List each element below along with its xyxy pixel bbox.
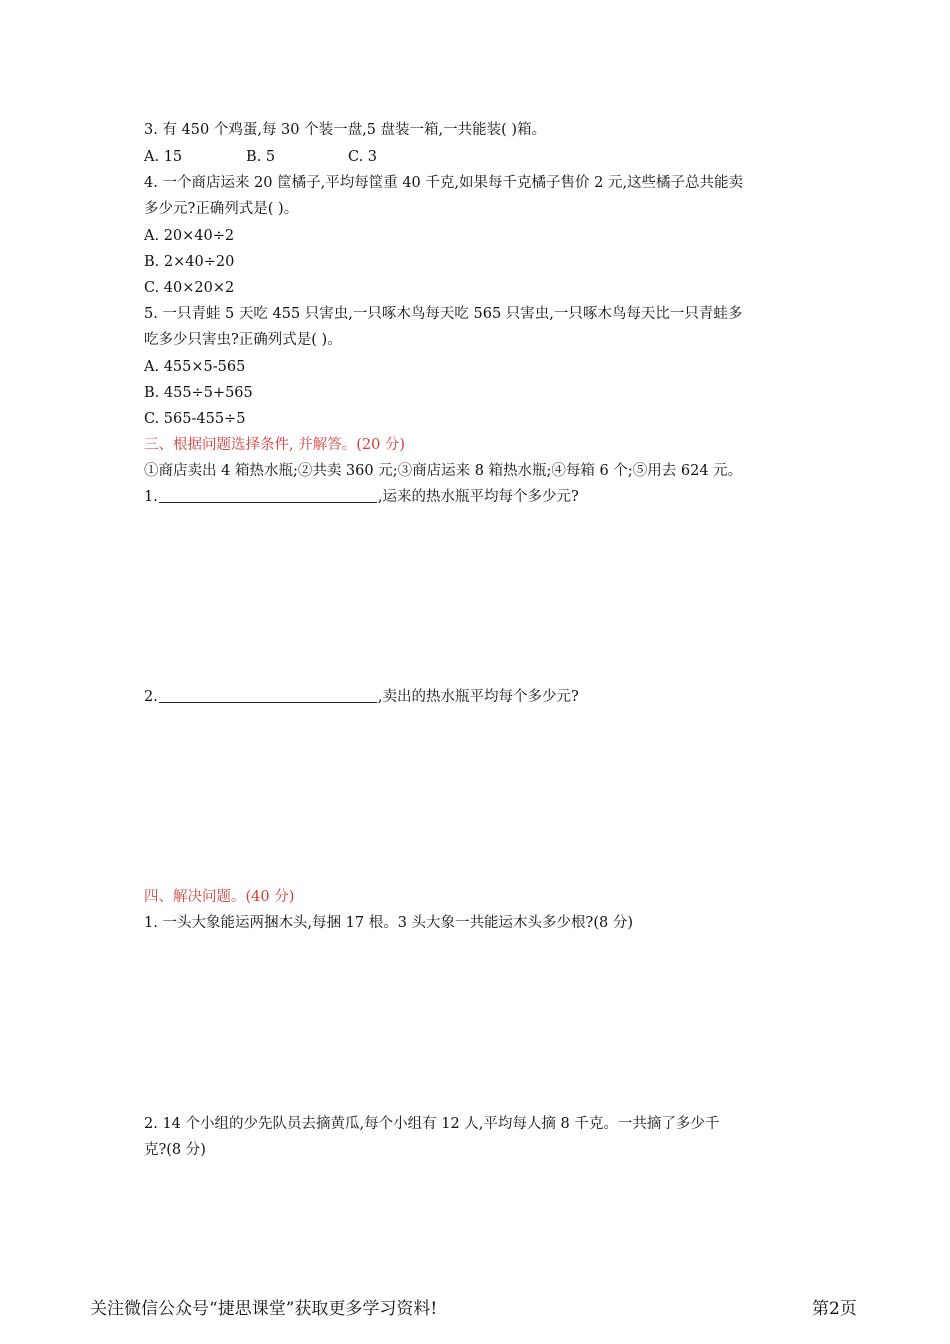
question-text: ,运来的热水瓶平均每个多少元? xyxy=(377,489,579,505)
question-4-option-a: A. 20×40÷2 xyxy=(144,228,235,244)
section-4-question-1: 1. 一头大象能运两捆木头,每捆 17 根。3 头大象一共能运木头多少根?(8 分) xyxy=(144,915,633,931)
question-4-option-b: B. 2×40÷20 xyxy=(144,254,235,270)
section-4-question-2-line2: 克?(8 分) xyxy=(144,1142,206,1158)
question-number: 2. xyxy=(144,689,158,705)
question-4-option-c: C. 40×20×2 xyxy=(144,280,235,296)
section-3-conditions: ①商店卖出 4 箱热水瓶;②共卖 360 元;③商店运来 8 箱热水瓶;④每箱 6 个;⑤用去 624 元。 xyxy=(144,463,743,479)
section-3-question-1 xyxy=(144,488,579,506)
question-text: ,卖出的热水瓶平均每个多少元? xyxy=(377,689,579,705)
answer-blank[interactable] xyxy=(159,488,377,503)
question-5-stem-line2: 吃多少只害虫?正确列式是( )。 xyxy=(144,332,342,348)
section-4-heading: 四、解决问题。(40 分) xyxy=(144,889,295,905)
question-4-stem-line1: 4. 一个商店运来 20 筐橘子,平均每筐重 40 千克,如果每千克橘子售价 2 元,这些橘子总共能卖 xyxy=(144,175,744,191)
footer-promo: 关注微信公众号“捷思课堂”获取更多学习资料! xyxy=(90,1299,438,1319)
question-5-option-c: C. 565-455÷5 xyxy=(144,411,246,427)
question-number: 1. xyxy=(144,489,158,505)
option-c: C. 3 xyxy=(348,149,378,165)
section-4-question-2-line1: 2. 14 个小组的少先队员去摘黄瓜,每个小组有 12 人,平均每人摘 8 千克。一共摘了多少千 xyxy=(144,1116,720,1132)
question-5-option-a: A. 455×5-565 xyxy=(144,359,246,375)
page-number: 第2页 xyxy=(812,1299,857,1319)
question-4-stem-line2: 多少元?正确列式是( )。 xyxy=(144,201,299,217)
question-3-stem: 3. 有 450 个鸡蛋,每 30 个装一盘,5 盘装一箱,一共能装( )箱。 xyxy=(144,122,547,138)
section-3-heading: 三、根据问题选择条件, 并解答。(20 分) xyxy=(144,437,406,453)
question-5-stem-line1: 5. 一只青蛙 5 天吃 455 只害虫,一只啄木鸟每天吃 565 只害虫,一只啄木鸟每天比一只青蛙多 xyxy=(144,306,743,322)
answer-blank[interactable] xyxy=(159,688,377,703)
section-3-question-2 xyxy=(144,688,579,706)
option-b: B. 5 xyxy=(246,149,276,165)
question-5-option-b: B. 455÷5+565 xyxy=(144,385,253,401)
option-a: A. 15 xyxy=(144,149,183,165)
question-3-options xyxy=(144,148,377,166)
